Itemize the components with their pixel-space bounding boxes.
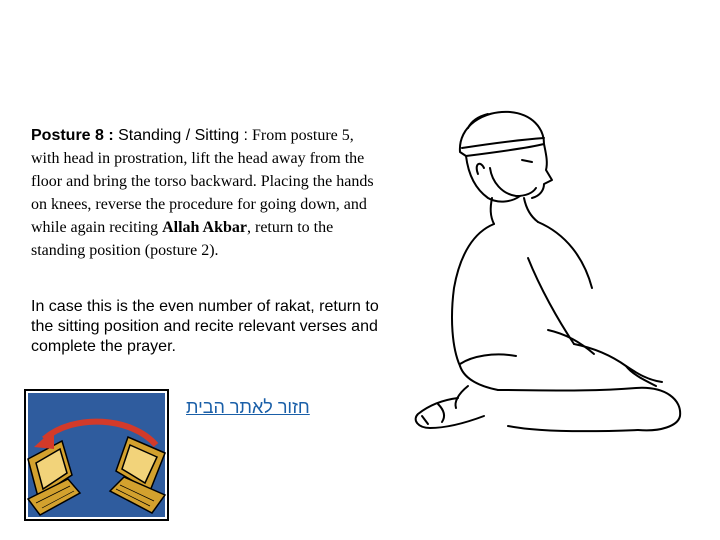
posture-description (31, 124, 381, 262)
sitting-prayer-figure (398, 98, 690, 438)
posture-text-part-2: , return to the standing position (posture 2). (31, 219, 334, 259)
rakat-note: In case this is the even number of rakat, return to the sitting position and recite relevant verses and complete the prayer. (31, 298, 379, 355)
posture-title-name: Standing / Sitting : (113, 127, 248, 144)
home-site-link[interactable]: חזור לאתר הבית (186, 397, 310, 417)
posture-title-number: Posture 8 : (31, 127, 114, 144)
two-computers-arrow-icon[interactable] (24, 389, 169, 521)
posture-emphasis: Allah Akbar (162, 219, 247, 236)
posture-text-part-1: From posture 5, with head in prostration, lift the head away from the floor and bring the torso backward. Placing the hands on knees, reverse the procedure for going down, and while again reciting (31, 127, 374, 236)
